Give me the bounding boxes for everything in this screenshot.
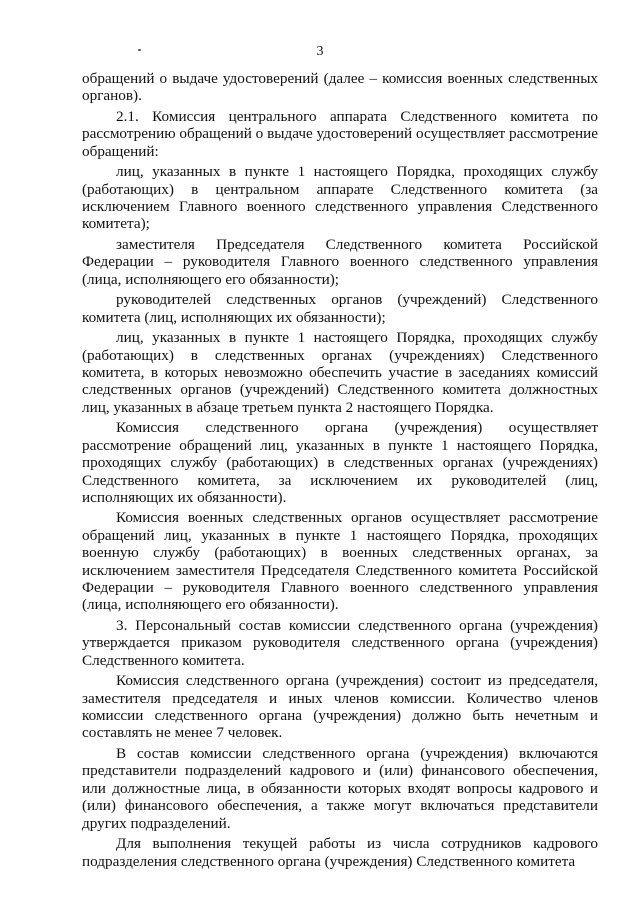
paragraph-continuation: обращений о выдаче удостоверений (далее – комиссия военных следственных органов). (82, 70, 598, 105)
document-body (82, 70, 598, 873)
paragraph-item-heads: руководителей следственных органов (учреждений) Следственного комитета (лиц, исполняющих их обязанности); (82, 291, 598, 326)
page-number: 3 (316, 44, 324, 59)
paragraph-2-1: 2.1. Комиссия центрального аппарата Следственного комитета по рассмотрению обращений о выдаче удостоверений осуществляет рассмотрение обращений: (82, 107, 598, 160)
paragraph-item-persons-bodies: лиц, указанных в пункте 1 настоящего Порядка, проходящих службу (работающих) в следственных органах (учреждениях) Следственного комитета, в которых невозможно обеспечить участие в заседаниях комиссий следственных органов (учреждений) Следственного комитета должностных лиц, указанных в абзаце третьем пункта 2 настоящего Порядка. (82, 329, 598, 416)
paragraph-military-commission: Комиссия военных следственных органов осуществляет рассмотрение обращений лиц, указанных в пункте 1 настоящего Порядка, проходящих военную службу (работающих) в военных следственных органах, за исключением заместителя Председателя Следственного комитета Российской Федерации – руководителя Главного военного следственного управления (лица, исполняющего его обязанности). (82, 509, 598, 614)
paragraph-composition: Комиссия следственного органа (учреждения) состоит из председателя, заместителя председателя и иных членов комиссии. Количество членов комиссии следственного органа (учреждения) должно быть нечетным и составлять не менее 7 человек. (82, 672, 598, 742)
paragraph-body-commission: Комиссия следственного органа (учреждения) осуществляет рассмотрение обращений лиц, указанных в пункте 1 настоящего Порядка, проходящих службу (работающих) в следственных органах (учреждениях) Следственного комитета, за исключением их руководителей (лиц, исполняющих их обязанности). (82, 419, 598, 506)
paragraph-members: В состав комиссии следственного органа (учреждения) включаются представители подразделений кадрового и (или) финансового обеспечения, или должностные лица, в обязанности которых входят вопросы кадрового и (или) финансового обеспечения, а также могут включаться представители других подразделений. (82, 744, 598, 832)
paragraph-item-deputy-chairman: заместителя Председателя Следственного комитета Российской Федерации – руководителя Главного военного следственного управления (лица, исполняющего его обязанности); (82, 235, 598, 288)
paragraph-3: 3. Персональный состав комиссии следственного органа (учреждения) утверждается приказом руководителя следственного органа (учреждения) Следственного комитета. (82, 616, 598, 669)
paragraph-current-work: Для выполнения текущей работы из числа сотрудников кадрового подразделения следственного органа (учреждения) Следственного комитета (82, 835, 598, 870)
paragraph-item-persons-central: лиц, указанных в пункте 1 настоящего Порядка, проходящих службу (работающих) в центральном аппарате Следственного комитета (за исключением Главного военного следственного управления Следственного комитета); (82, 163, 598, 233)
